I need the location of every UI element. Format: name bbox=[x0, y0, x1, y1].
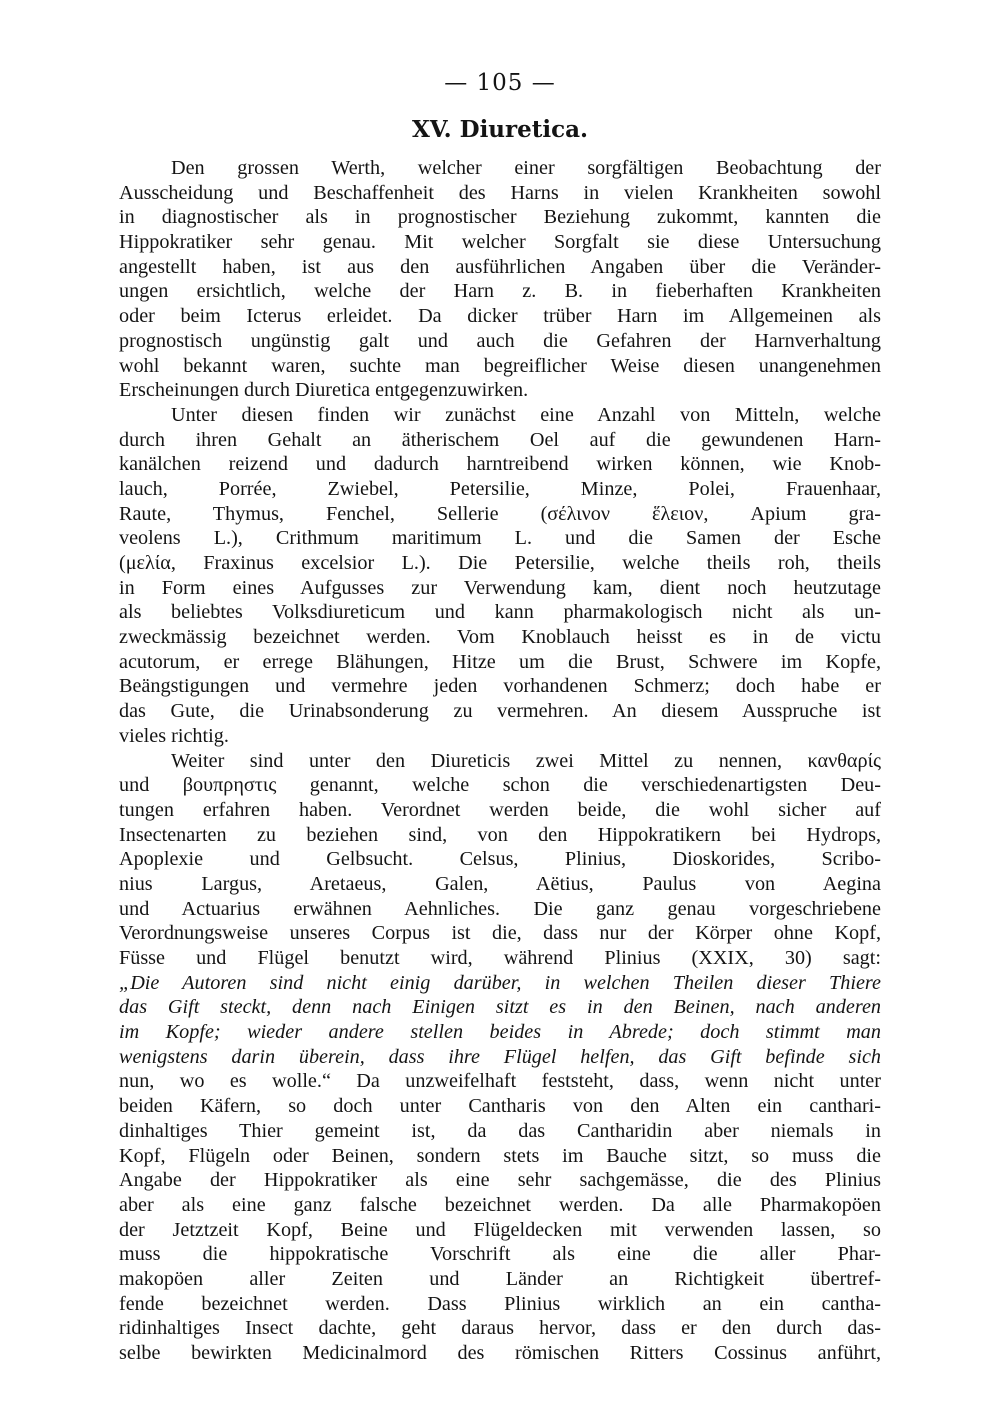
text-line: Den grossen Werth, welcher einer sorgfältigen Beobachtung der bbox=[171, 157, 881, 179]
text-line: der Jetztzeit Kopf, Beine und Flügeldecken mit verwenden lassen, so bbox=[119, 1218, 881, 1241]
text-line: veolens L.), Crithmum maritimum L. und die Samen der Esche bbox=[119, 527, 881, 550]
text-line: Apoplexie und Gelbsucht. Celsus, Plinius, Dioskorides, Scribo- bbox=[119, 848, 881, 871]
text-line: Raute, Thymus, Fenchel, Sellerie (σέλινον ἕλειον, Apium gra- bbox=[119, 502, 881, 525]
text-line: in Form eines Aufgusses zur Verwendung kam, dient noch heutzutage bbox=[119, 576, 881, 599]
body-text bbox=[119, 156, 881, 1366]
text-line: vieles richtig. bbox=[119, 724, 229, 747]
text-line: tungen erfahren haben. Verordnet werden beide, die wohl sicher auf bbox=[119, 798, 881, 821]
text-line: Erscheinungen durch Diuretica entgegenzuwirken. bbox=[119, 379, 529, 402]
text-line: wohl bekannt waren, suchte man begreiflicher Weise diesen unangenehmen bbox=[119, 354, 881, 377]
text-line: ungen ersichtlich, welche der Harn z. B. in fieberhaften Krankheiten bbox=[119, 280, 881, 303]
text-line: acutorum, er errege Blähungen, Hitze um die Brust, Schwere im Kopfe, bbox=[119, 650, 881, 673]
text-line: fende bezeichnet werden. Dass Plinius wirklich an ein cantha- bbox=[119, 1292, 881, 1315]
text-line: Hippokratiker sehr genau. Mit welcher Sorgfalt sie diese Untersuchung bbox=[119, 231, 881, 254]
text-line: beiden Käfern, so doch unter Cantharis von den Alten ein canthari- bbox=[119, 1095, 881, 1118]
text-line: das Gift steckt, denn nach Einigen sitzt es in den Beinen, nach anderen bbox=[119, 996, 881, 1019]
text-line: (μελία, Fraxinus excelsior L.). Die Petersilie, welche theils roh, theils bbox=[119, 552, 881, 574]
text-line: ridinhaltiges Insect dachte, geht daraus hervor, dass er den durch das- bbox=[119, 1317, 881, 1340]
text-line: das Gute, die Urinabsonderung zu vermehren. An diesem Ausspruche ist bbox=[119, 700, 881, 723]
text-line: angestellt haben, ist aus den ausführlichen Angaben über die Veränder- bbox=[119, 255, 881, 278]
text-line: Unter diesen finden wir zunächst eine Anzahl von Mitteln, welche bbox=[171, 403, 881, 426]
text-line: selbe bewirkten Medicinalmord des römischen Ritters Cossinus anführt, bbox=[119, 1342, 881, 1364]
text-line: Verordnungsweise unseres Corpus ist die, dass nur der Körper ohne Kopf, bbox=[119, 922, 881, 945]
text-line: oder beim Icterus erleidet. Da dicker trüber Harn im Allgemeinen als bbox=[119, 305, 881, 328]
text-line: Ausscheidung und Beschaffenheit des Harns in vielen Krankheiten sowohl bbox=[119, 181, 881, 204]
text-line: Angabe der Hippokratiker als eine sehr sachgemässe, die des Plinius bbox=[119, 1169, 881, 1192]
text-line: kanälchen reizend und dadurch harntreibend wirken können, wie Knob- bbox=[119, 453, 881, 476]
chapter-title: XV. Diuretica. bbox=[411, 116, 589, 143]
text-line: Insectenarten zu beziehen sind, von den Hippokratikern bei Hydrops, bbox=[119, 823, 881, 846]
text-line: Füsse und Flügel benutzt wird, während Plinius (XXIX, 30) sagt: bbox=[119, 947, 881, 969]
text-line: nun, wo es wolle.“ Da unzweifelhaft feststeht, dass, wenn nicht unter bbox=[119, 1070, 881, 1093]
text-line: dinhaltiges Thier gemeint ist, da das Cantharidin aber niemals in bbox=[119, 1119, 881, 1142]
text-line: lauch, Porrée, Zwiebel, Petersilie, Minze, Polei, Frauenhaar, bbox=[119, 477, 881, 500]
text-line: zweckmässig bezeichnet werden. Vom Knoblauch heisst es in de victu bbox=[119, 626, 881, 649]
text-line: Beängstigungen und vermehre jeden vorhandenen Schmerz; doch habe er bbox=[119, 675, 881, 698]
page-number: — 105 — bbox=[444, 70, 556, 96]
text-line: „Die Autoren sind nicht einig darüber, in welchen Theilen dieser Thiere bbox=[119, 971, 881, 994]
text-line: makopöen aller Zeiten und Länder an Richtigkeit übertref- bbox=[119, 1267, 881, 1290]
text-line: prognostisch ungünstig galt und auch die Gefahren der Harnverhaltung bbox=[119, 329, 881, 352]
text-line: wenigstens darin überein, dass ihre Flügel helfen, das Gift befinde sich bbox=[119, 1045, 881, 1068]
text-line: und βουπρηστις genannt, welche schon die verschiedenartigsten Deu- bbox=[119, 774, 881, 797]
text-line: in diagnostischer als in prognostischer Beziehung zukommt, kannten die bbox=[119, 206, 881, 229]
text-line: als beliebtes Volksdiureticum und kann pharmakologisch nicht als un- bbox=[119, 601, 881, 624]
text-line: Kopf, Flügeln oder Beinen, sondern stets im Bauche sitzt, so muss die bbox=[119, 1144, 881, 1167]
text-line: muss die hippokratische Vorschrift als eine die aller Phar- bbox=[119, 1243, 881, 1266]
text-line: im Kopfe; wieder andere stellen beides in Abrede; doch stimmt man bbox=[119, 1021, 881, 1044]
text-line: und Actuarius erwähnen Aehnliches. Die ganz genau vorgeschriebene bbox=[119, 897, 881, 920]
text-line: aber als eine ganz falsche bezeichnet werden. Da alle Pharmakopöen bbox=[119, 1193, 881, 1216]
text-line: nius Largus, Aretaeus, Galen, Aëtius, Paulus von Aegina bbox=[119, 872, 881, 895]
text-line: durch ihren Gehalt an ätherischem Oel auf die gewundenen Harn- bbox=[119, 428, 881, 451]
text-line: Weiter sind unter den Diureticis zwei Mittel zu nennen, κανθαρίς bbox=[171, 749, 881, 772]
